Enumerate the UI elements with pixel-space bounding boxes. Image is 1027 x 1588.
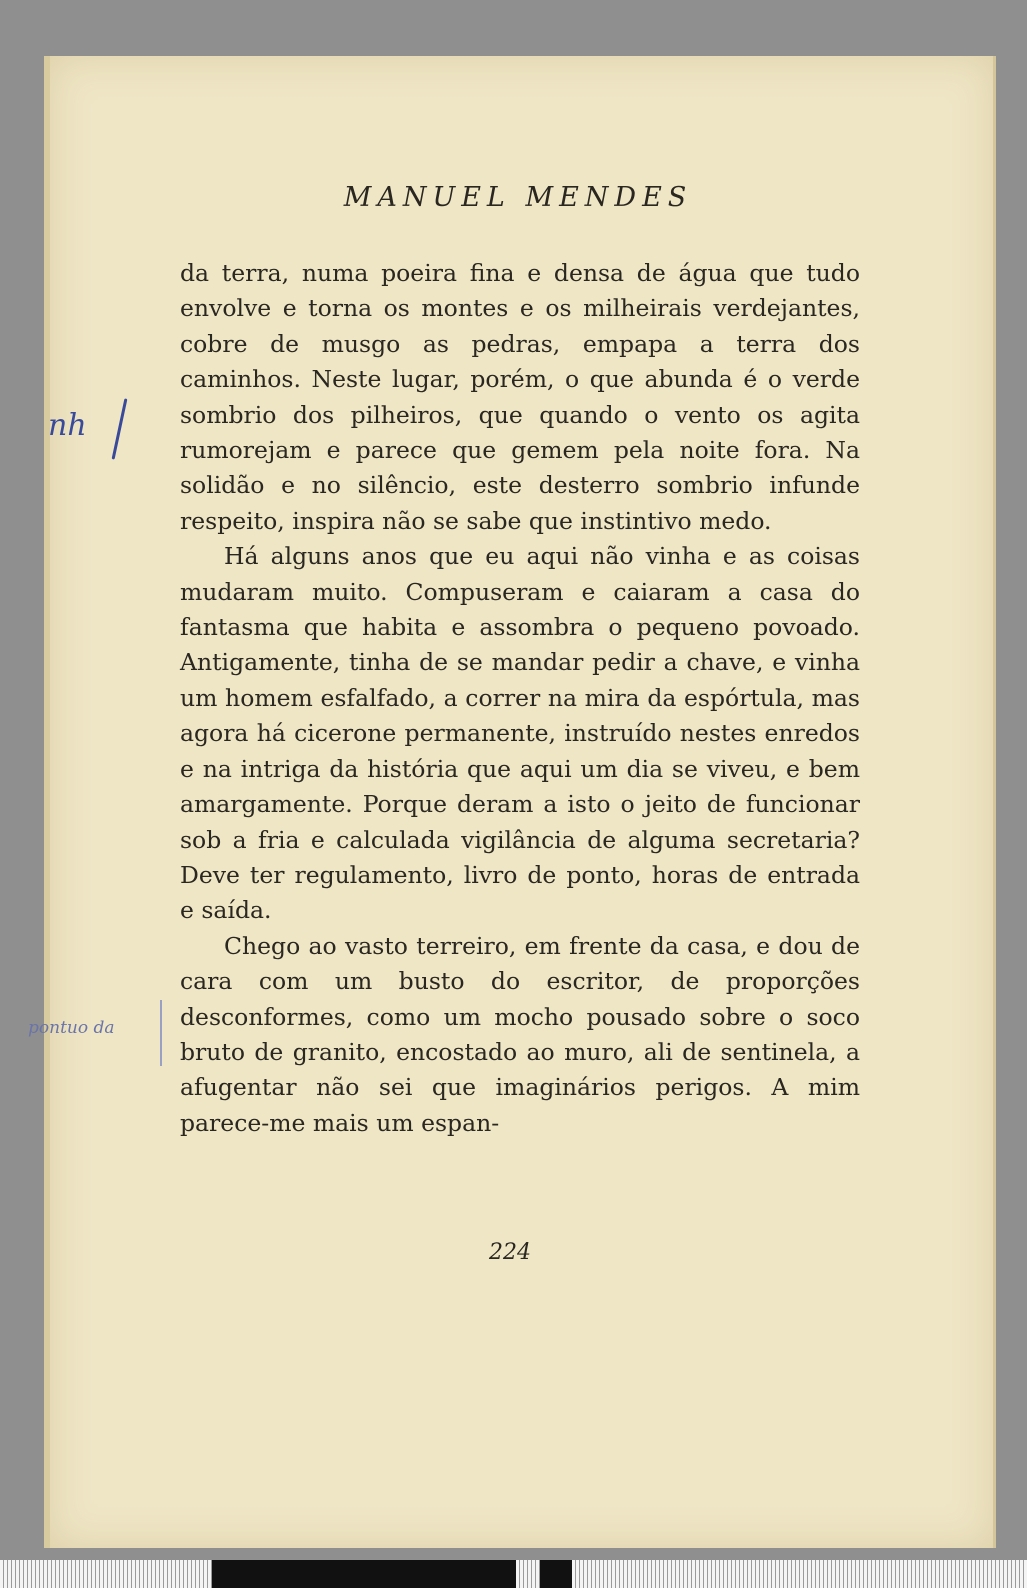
ruler-dark-segment [212, 1560, 516, 1588]
ruler-dark-segment-small [540, 1560, 572, 1588]
margin-mark-2 [160, 1000, 162, 1066]
margin-note-1: nh [48, 408, 87, 443]
page-number: 224 [489, 1240, 531, 1265]
running-head: MANUEL MENDES [343, 182, 693, 213]
paragraph-3: Chego ao vasto terreiro, em frente da casa, e dou de cara com um busto do escritor, de proporções desconformes, como um mocho pousado sobre o soco bruto de granito, encostado ao muro, ali de sentinela, a afugentar não sei que imaginários perigos. A mim parece-me mais um espan- [180, 931, 860, 1137]
paragraph-2: Há alguns anos que eu aqui não vinha e as coisas mudaram muito. Compuseram e caiaram a casa do fantasma que habita e assombra o pequeno povoado. Antigamente, tinha de se mandar pedir a chave, e vinha um homem esfalfado, a correr na mira da espórtula, mas agora há cicerone permanente, instruído nestes enredos e na intriga da história que aqui um dia se viveu, e bem amargamente. Porque deram a isto o jeito de funcionar sob a fria e calculada vigilância de alguma secretaria? Deve ter regulamento, livro de ponto, horas de entrada e saída. [180, 542, 860, 925]
body-text [180, 256, 860, 1141]
paragraph-1: da terra, numa poeira fina e densa de água que tudo envolve e torna os montes e os milheirais verdejantes, cobre de musgo as pedras, empapa a terra dos caminhos. Neste lugar, porém, o que abunda é o verde sombrio dos pilheiros, que quando o vento os agita rumorejam e parece que gemem pela noite fora. Na solidão e no silêncio, este desterro sombrio infunde respeito, inspira não se sabe que instintivo medo. [180, 259, 860, 535]
margin-note-2: pontuo da [28, 1018, 115, 1038]
